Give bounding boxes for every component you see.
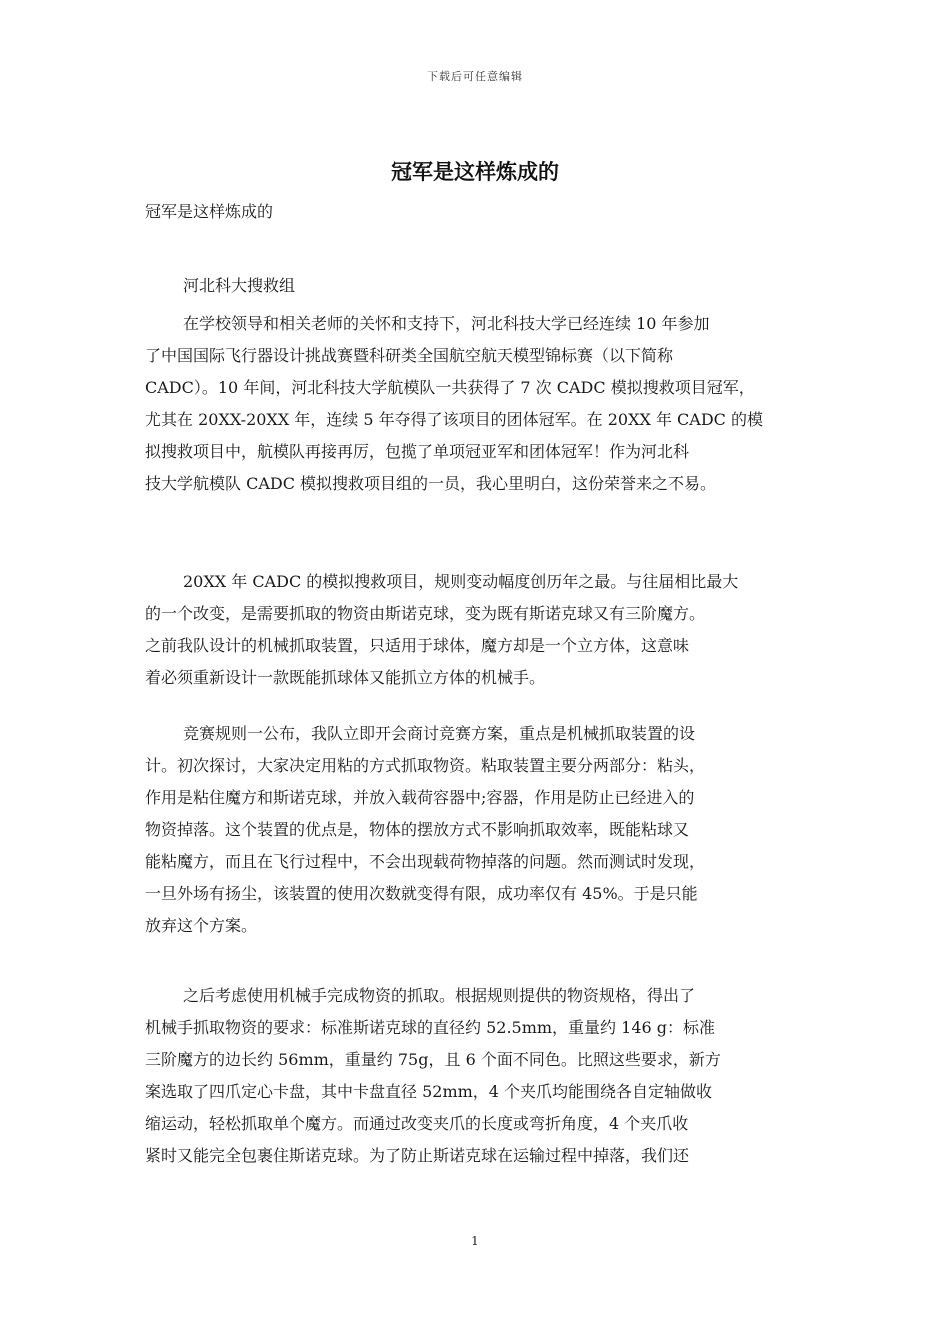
paragraph-line: 一旦外场有扬尘，该装置的使用次数就变得有限，成功率仅有 45%。于是只能 [145, 884, 698, 903]
paragraph-line: 在学校领导和相关老师的关怀和支持下，河北科技大学已经连续 10 年参加 [183, 314, 710, 333]
paragraph-line: 着必须重新设计一款既能抓球体又能抓立方体的机械手。 [145, 668, 546, 687]
paragraph-line: 计。初次探讨，大家决定用粘的方式抓取物资。粘取装置主要分两部分：粘头， [145, 756, 706, 775]
author-line: 河北科大搜救组 [183, 276, 296, 295]
paragraph-line: 作用是粘住魔方和斯诺克球，并放入载荷容器中;容器，作用是防止已经进入的 [145, 788, 695, 807]
paragraph-line: 案选取了四爪定心卡盘，其中卡盘直径 52mm，4 个夹爪均能围绕各自定轴做收 [145, 1082, 713, 1101]
paragraph-line: 竞赛规则一公布，我队立即开会商讨竞赛方案，重点是机械抓取装置的设 [183, 724, 696, 743]
paragraph-line: 拟搜救项目中，航模队再接再厉，包揽了单项冠亚军和团体冠军！作为河北科 [145, 442, 690, 461]
paragraph-line: 放弃这个方案。 [145, 916, 258, 935]
paragraph-line: 机械手抓取物资的要求：标准斯诺克球的直径约 52.5mm，重量约 146 g：标准 [145, 1018, 716, 1037]
paragraph-line: 之后考虑使用机械手完成物资的抓取。根据规则提供的物资规格，得出了 [183, 986, 696, 1005]
paragraph-line: 紧时又能完全包裹住斯诺克球。为了防止斯诺克球在运输过程中掉落，我们还 [145, 1146, 690, 1165]
paragraph-line: 缩运动，轻松抓取单个魔方。而通过改变夹爪的长度或弯折角度，4 个夹爪收 [145, 1114, 689, 1133]
author-block [145, 270, 810, 302]
paragraph-line: 能粘魔方，而且在飞行过程中，不会出现载荷物掉落的问题。然而测试时发现， [145, 852, 706, 871]
header-note: 下载后可任意编辑 [427, 70, 523, 83]
paragraph-line: 的一个改变，是需要抓取的物资由斯诺克球，变为既有斯诺克球又有三阶魔方。 [145, 604, 706, 623]
paragraph-3 [145, 718, 810, 942]
paragraph-line: 20XX 年 CADC 的模拟搜救项目，规则变动幅度创历年之最。与往届相比最大 [183, 572, 739, 591]
paragraph-line: 之前我队设计的机械抓取装置，只适用于球体，魔方却是一个立方体，这意味 [145, 636, 690, 655]
paragraph-line: 尤其在 20XX-20XX 年，连续 5 年夺得了该项目的团体冠军。在 20XX 年 CADC 的模 [145, 410, 763, 429]
page-number: 1 [471, 1234, 479, 1248]
paragraph-line: CADC）。10 年间，河北科技大学航模队一共获得了 7 次 CADC 模拟搜救项目冠军， [145, 378, 755, 397]
subtitle: 冠军是这样炼成的 [145, 202, 274, 221]
paragraph-2 [145, 566, 810, 694]
paragraph-1 [145, 308, 810, 500]
paragraph-line: 三阶魔方的边长约 56mm，重量约 75g，且 6 个面不同色。比照这些要求，新方 [145, 1050, 721, 1069]
paragraph-line: 物资掉落。这个装置的优点是，物体的摆放方式不影响抓取效率，既能粘球又 [145, 820, 690, 839]
paragraph-line: 了中国国际飞行器设计挑战赛暨科研类全国航空航天模型锦标赛（以下简称 [145, 346, 674, 365]
paragraph-4 [145, 980, 810, 1172]
subtitle-block [145, 196, 810, 228]
paragraph-line: 技大学航模队 CADC 模拟搜救项目组的一员，我心里明白，这份荣誉来之不易。 [145, 474, 717, 493]
document-title: 冠军是这样炼成的 [391, 159, 559, 184]
